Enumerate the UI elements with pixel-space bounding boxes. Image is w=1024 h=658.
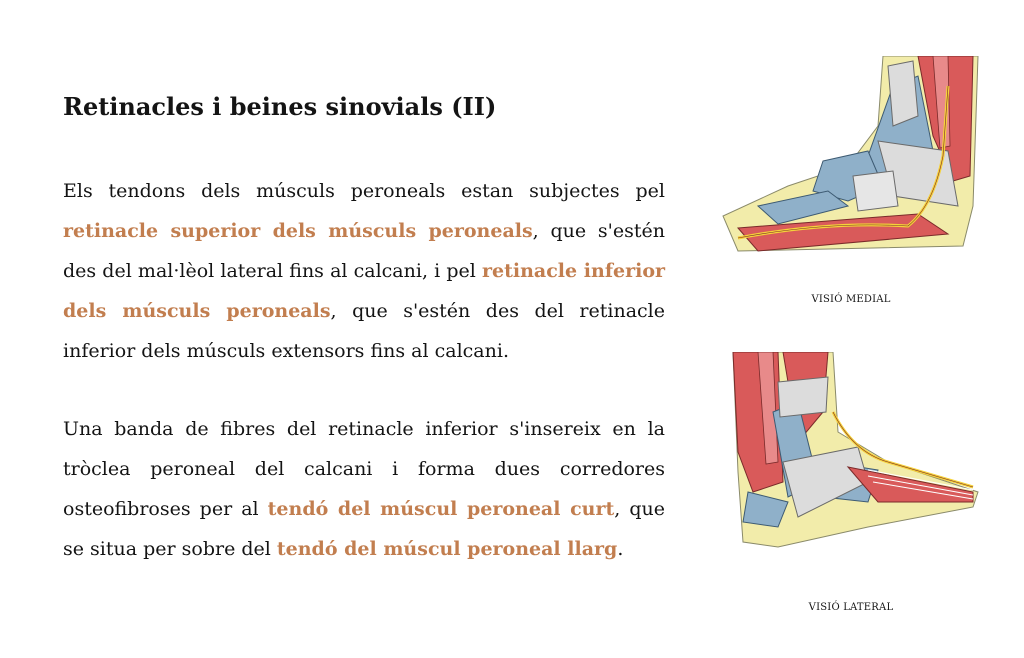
lateral-view-illustration xyxy=(718,352,983,552)
page-title: Retinacles i beines sinovials (II) xyxy=(63,92,497,121)
paragraph-2-text-3: . xyxy=(617,538,624,560)
term-peroneus-longus-tendon[interactable]: tendó del múscul peroneal llarg xyxy=(276,538,618,560)
medial-view-illustration xyxy=(718,56,983,256)
term-peroneus-brevis-tendon[interactable]: tendó del múscul peroneal curt xyxy=(267,498,615,520)
paragraph-1-text-2: , que s'estén des del mal·lèol lateral fins al calcani, i pel xyxy=(63,220,665,282)
paragraph-1 xyxy=(63,171,665,371)
paragraph-1-text-1: Els tendons dels músculs peroneals estan subjectes pel xyxy=(63,180,665,202)
term-inferior-peroneal-retinaculum[interactable]: retinacle inferior dels músculs peroneals xyxy=(63,260,665,322)
term-superior-peroneal-retinaculum[interactable]: retinacle superior dels músculs peroneals xyxy=(63,220,533,242)
medial-view-caption: VISIÓ MEDIAL xyxy=(811,294,891,305)
paragraph-2-text-2: , que se situa per sobre del xyxy=(63,498,665,560)
paragraph-2 xyxy=(63,409,665,569)
paragraph-1-text-3: , que s'estén des del retinacle inferior dels músculs extensors fins al calcani. xyxy=(63,300,665,362)
lateral-view-caption: VISIÓ LATERAL xyxy=(808,602,894,613)
paragraph-2-text-1: Una banda de fibres del retinacle inferior s'insereix en la tròclea peroneal del calcani i forma dues corredores osteofibroses per al xyxy=(63,418,665,520)
